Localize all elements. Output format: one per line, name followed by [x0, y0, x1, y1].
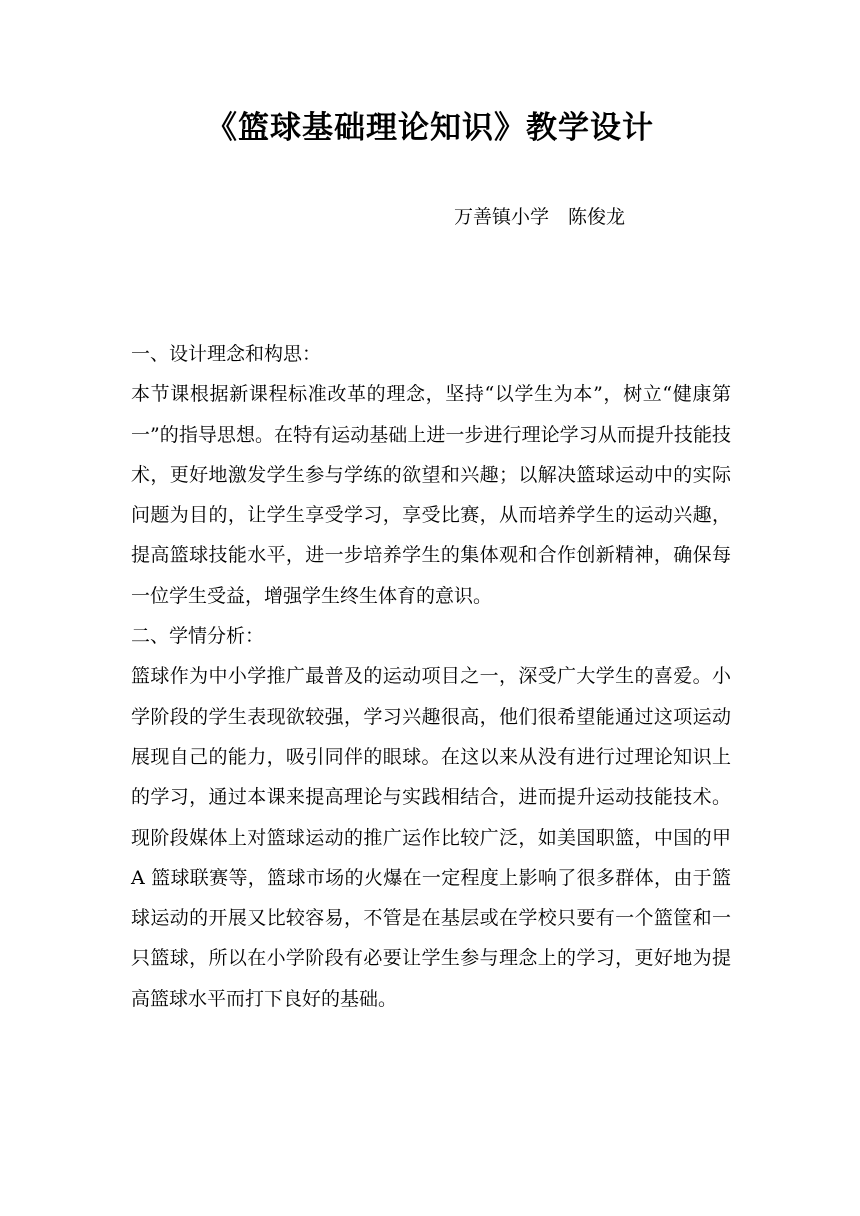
document-body	[131, 334, 731, 1019]
section-paragraph-design-concept: 本节课根据新课程标准改革的理念，坚持“以学生为本”，树立“健康第一”的指导思想。在特有运动基础上进一步进行理论学习从而提升技能技术，更好地激发学生参与学练的欲望和兴趣；以解决篮球运动中的实际问题为目的，让学生享受学习，享受比赛，从而培养学生的运动兴趣，提高篮球技能水平，进一步培养学生的集体观和合作创新精神，确保每一位学生受益，增强学生终生体育的意识。	[131, 383, 731, 607]
section-heading-learner-analysis: 二、学情分析：	[131, 625, 265, 648]
author-line: 万善镇小学 陈俊龙	[454, 206, 626, 228]
section-heading-design-concept: 一、设计理念和构思：	[131, 343, 322, 365]
section-paragraph-learner-analysis: 篮球作为中小学推广最普及的运动项目之一，深受广大学生的喜爱。小学阶段的学生表现欲较强，学习兴趣很高，他们很希望能通过这项运动展现自己的能力，吸引同伴的眼球。在这以来从没有进行过理论知识上的学习，通过本课来提高理论与实践相结合，进而提升运动技能技术。现阶段媒体上对篮球运动的推广运作比较广泛，如美国职篮，中国的甲 A 篮球联赛等，篮球市场的火爆在一定程度上影响了很多群体，由于篮球运动的开展又比较容易，不管是在基层或在学校只要有一个篮筐和一只篮球，所以在小学阶段有必要让学生参与理念上的学习，更好地为提高篮球水平而打下良好的基础。	[131, 665, 731, 1010]
document-title: 《篮球基础理论知识》教学设计	[206, 110, 654, 146]
